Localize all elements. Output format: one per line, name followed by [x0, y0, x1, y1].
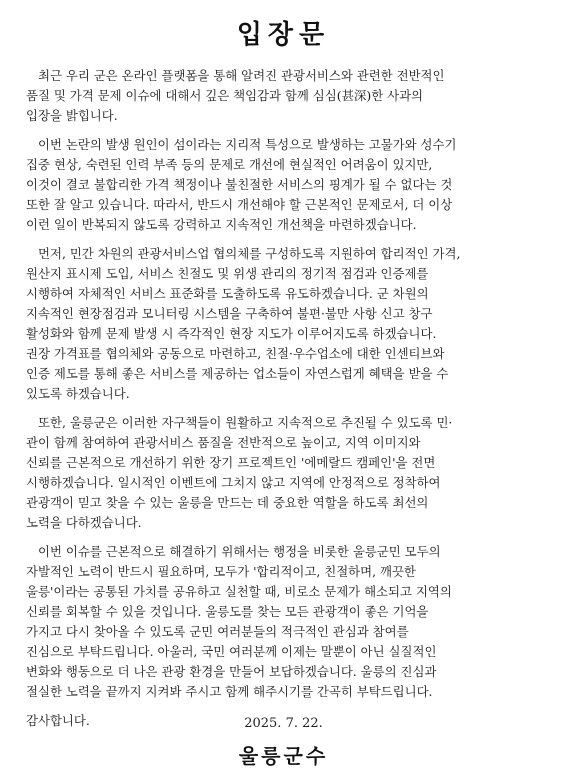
signature: 울릉군수 [238, 744, 329, 768]
paragraph-line: 신뢰를 회복할 수 있을 것입니다. 울릉도를 찾는 모든 관광객이 좋은 기억을 [26, 604, 429, 619]
paragraph-5 [26, 542, 547, 702]
paragraph-line: 이런 일이 반복되지 않도록 강력하고 지속적인 개선책을 마련하겠습니다. [26, 217, 417, 232]
paragraph-line: 또한, 울릉군은 이러한 자구책들이 원활하고 지속적으로 추진될 수 있도록 민· [38, 415, 453, 430]
paragraph-line: 관광객이 믿고 찾을 수 있는 울릉을 만드는 데 중요한 역할을 하도록 최선의 [26, 495, 429, 510]
paragraph-line: 권장 가격표를 협의체와 공동으로 마련하고, 친절·우수업소에 대한 인센티브와 [26, 346, 445, 361]
paragraph-line: 원산지 표시제 도입, 서비스 친절도 및 위생 관리의 정기적 점검과 인증제를 [26, 266, 429, 281]
document-title: 입장문 [236, 20, 331, 50]
document-body [26, 66, 547, 731]
paragraph-line: 이번 이슈를 근본적으로 해결하기 위해서는 행정을 비롯한 울릉군민 모두의 [38, 544, 441, 559]
paragraph-line: 지속적인 현장점검과 모니터링 시스템을 구축하여 불편·불만 사항 신고 창구 [26, 306, 433, 321]
paragraph-line: 변화와 행동으로 더 나은 관광 환경을 만들어 보답하겠습니다. 울릉의 진심과 [26, 664, 437, 679]
paragraph-line: 활성화와 함께 문제 발생 시 즉각적인 현장 지도가 이루어지도록 하겠습니다. [26, 326, 437, 341]
closing-remark: 감사합니다. [26, 713, 90, 728]
paragraph-line: 인증 제도를 통해 좋은 서비스를 제공하는 업소들이 자연스럽게 혜택을 받을 수 [26, 366, 449, 381]
paragraph-line: 진심으로 부탁드립니다. 아울러, 국민 여러분께 이제는 말뿐이 아닌 실질적인 [26, 644, 437, 659]
paragraph-line: 시행하여 자체적인 서비스 표준화를 도출하도록 유도하겠습니다. 군 차원의 [26, 286, 429, 301]
paragraph-line: 이것이 결코 불합리한 가격 책정이나 불친절한 서비스의 핑계가 될 수 없다는 것 [26, 177, 453, 192]
paragraph-1 [26, 66, 547, 126]
paragraph-line: 자발적인 노력이 반드시 필요하며, 모두가 '합리적이고, 친절하며, 깨끗한 [26, 564, 416, 579]
paragraph-line: 울릉'이라는 공통된 가치를 공유하고 실천할 때, 비로소 문제가 해소되고 지역의 [26, 584, 452, 599]
paragraph-line: 절실한 노력을 끝까지 지켜봐 주시고 함께 해주시기를 간곡히 부탁드립니다. [26, 684, 433, 699]
document-date: 2025. 7. 22. [244, 716, 323, 731]
paragraph-line: 이번 논란의 발생 원인이 섬이라는 지리적 특성으로 발생하는 고물가와 성수기 [38, 137, 457, 152]
paragraph-line: 집중 현상, 숙련된 인력 부족 등의 문제로 개선에 현실적인 어려움이 있지만, [26, 157, 433, 172]
paragraph-line: 또한 잘 알고 있습니다. 따라서, 반드시 개선해야 할 근본적인 문제로서, 더 이상 [26, 197, 453, 212]
paragraph-line: 관이 함께 참여하여 관광서비스 품질을 전반적으로 높이고, 지역 이미지와 [26, 435, 421, 450]
paragraph-4 [26, 413, 547, 533]
paragraph-line: 입장을 밝힙니다. [26, 108, 118, 123]
paragraph-line: 품질 및 가격 문제 이슈에 대해서 깊은 책임감과 함께 심심(甚深)한 사과의 [26, 88, 424, 103]
paragraph-line: 신뢰를 근본적으로 개선하기 위한 장기 프로젝트인 '에메랄드 캠페인'을 전면 [26, 455, 436, 470]
paragraph-3 [26, 244, 547, 404]
paragraph-line: 노력을 다하겠습니다. [26, 515, 142, 530]
paragraph-line: 시행하겠습니다. 일시적인 이벤트에 그치지 않고 지역에 안정적으로 정착하여 [26, 475, 441, 490]
paragraph-line: 있도록 하겠습니다. [26, 386, 130, 401]
paragraph-line: 가지고 다시 찾아올 수 있도록 군민 여러분들의 적극적인 관심과 참여를 [26, 624, 409, 639]
paragraph-line: 최근 우리 군은 온라인 플랫폼을 통해 알려진 관광서비스와 관련한 전반적인 [38, 68, 445, 83]
paragraph-line: 먼저, 민간 차원의 관광서비스업 협의체를 구성하도록 지원하여 합리적인 가격, [38, 246, 461, 261]
paragraph-2 [26, 135, 547, 235]
